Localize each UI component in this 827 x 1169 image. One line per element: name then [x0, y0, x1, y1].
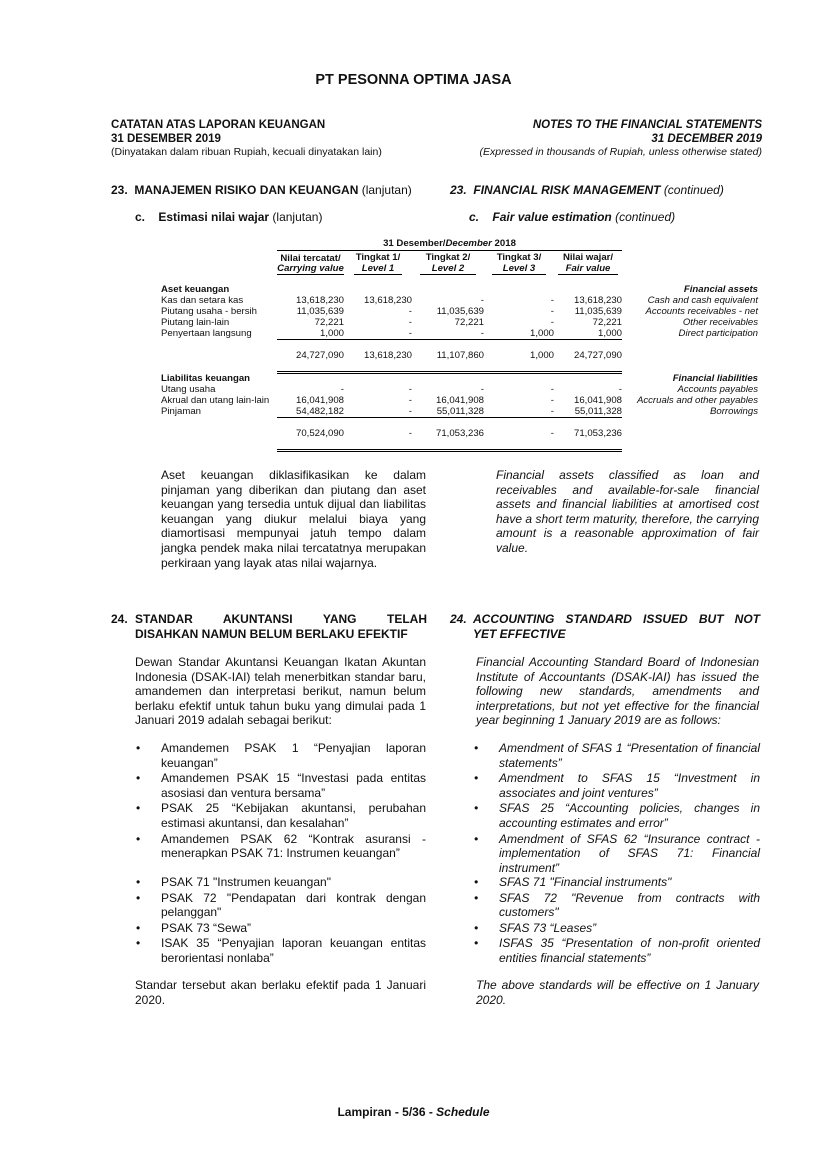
section-number: 24.: [111, 612, 128, 626]
table-row: Pinjaman 54,482,182 - 55,011,328 - 55,011,328 Borrowings: [161, 405, 758, 417]
fair-value-table: [161, 238, 758, 452]
table-row: Penyertaan langsung 1,000 - - 1,000 1,000 Direct participation: [161, 328, 758, 340]
list-item: • Amendment of SFAS 62 “Insurance contract - implementation of SFAS 71: Financial instrument”: [474, 832, 760, 876]
column-header-level-3: Tingkat 3/ Level 3: [484, 251, 554, 276]
list-item: • PSAK 72 "Pendapatan dari kontrak dengan pelanggan": [136, 891, 426, 920]
liabilities-total-row: 70,524,090 - 71,053,236 - 71,053,236: [161, 417, 758, 450]
liabilities-heading: Liabilitas keuangan: [161, 372, 251, 384]
list-item: • Amendment to SFAS 15 “Investment in associates and joint ventures”: [474, 771, 760, 800]
assets-heading-en: Financial assets: [683, 284, 758, 295]
section-23-heading-left: [111, 183, 412, 197]
fair-value-table-wrapper: [161, 238, 758, 452]
section-24-closing-left: Standar tersebut akan berlaku efektif pada 1 Januari 2020.: [135, 978, 426, 1007]
subsection-letter: c.: [135, 210, 146, 224]
subsection-title: Fair value estimation: [492, 210, 612, 224]
list-item: • SFAS 25 “Accounting policies, changes in accounting estimates and error”: [474, 801, 760, 830]
subsection-continued: (lanjutan): [272, 210, 323, 224]
bullet-list-right-a: [474, 741, 760, 876]
company-name: PT PESONNA OPTIMA JASA: [315, 72, 512, 88]
list-item: • PSAK 73 “Sewa”: [136, 921, 426, 936]
section-continued: (continued): [663, 183, 724, 197]
header-right-note: (Expressed in thousands of Rupiah, unless otherwise stated): [479, 146, 762, 158]
list-item: • PSAK 71 "Instrumen keuangan": [136, 875, 426, 890]
bullet-list-left-a: [136, 741, 426, 862]
period-en: December: [445, 238, 492, 249]
table-row: Akrual dan utang lain-lain 16,041,908 - 16,041,908 - 16,041,908 Accruals and other payables: [161, 394, 758, 406]
section-23-heading-right: [450, 183, 724, 197]
section-title-line-1: ACCOUNTING STANDARD ISSUED BUT NOT: [473, 612, 760, 626]
list-item: • SFAS 72 "Revenue from contracts with customers": [474, 891, 760, 920]
section-title: MANAJEMEN RISIKO DAN KEUANGAN: [134, 183, 359, 197]
list-item: • Amandemen PSAK 15 “Investasi pada entitas asosiasi dan ventura bersama”: [136, 771, 426, 800]
list-item: • Amendment of SFAS 1 “Presentation of financial statements”: [474, 741, 760, 770]
footer-label: Lampiran - 5/36 -: [337, 1105, 437, 1119]
section-number: 23.: [450, 183, 467, 197]
period-year: 2018: [491, 238, 516, 249]
subsection-c-right: [469, 210, 675, 224]
list-item: • SFAS 73 “Leases”: [474, 921, 760, 936]
subsection-letter: c.: [469, 210, 480, 224]
bullet-list-right-b: [474, 875, 760, 967]
table-row: Kas dan setara kas 13,618,230 13,618,230 - - 13,618,230 Cash and cash equivalent: [161, 295, 758, 306]
footer-schedule: Schedule: [436, 1105, 490, 1119]
column-header-level-2: Tingkat 2/ Level 2: [412, 251, 484, 276]
period-id: 31 Desember/: [383, 238, 446, 249]
page-footer: [0, 1105, 827, 1119]
subsection-title: Estimasi nilai wajar: [158, 210, 270, 224]
list-item: • Amandemen PSAK 1 “Penyajian laporan keuangan”: [136, 741, 426, 770]
assets-heading: Aset keuangan: [161, 284, 230, 295]
section-24-closing-right: The above standards will be effective on 1 January 2020.: [476, 978, 759, 1007]
header-right-date: 31 DECEMBER 2019: [651, 132, 762, 145]
list-item: • ISAK 35 “Penyajian laporan keuangan entitas berorientasi nonlaba”: [136, 936, 426, 965]
section-title-line-2: DISAHKAN NAMUN BELUM BERLAKU EFEKTIF: [135, 627, 408, 641]
header-right-title: NOTES TO THE FINANCIAL STATEMENTS: [532, 119, 762, 131]
table-row: Piutang lain-lain 72,221 - 72,221 - 72,221 Other receivables: [161, 317, 758, 328]
column-header-level-1: Tingkat 1/ Level 1: [355, 252, 401, 274]
subsection-c-left: [135, 210, 322, 224]
table-row: Utang usaha - - - - - Accounts payables: [161, 383, 758, 395]
section-24-intro-right: Financial Accounting Standard Board of Indonesian Institute of Accountants (DSAK-IAI) has issued the following new standards, amendments and interpretations, but not yet effective for the financial year beginning 1 January 2019 are as follows:: [476, 655, 759, 728]
section-number: 24.: [450, 612, 467, 626]
list-item: • ISFAS 35 “Presentation of non-profit oriented entities financial statements”: [474, 936, 760, 965]
list-item: • Amandemen PSAK 62 “Kontrak asuransi - menerapkan PSAK 71: Instrumen keuangan”: [136, 832, 426, 861]
list-item: • PSAK 25 “Kebijakan akuntansi, perubahan estimasi akuntansi, dan kesalahan”: [136, 801, 426, 830]
section-24-heading-right: [450, 612, 760, 642]
table-row: Piutang usaha - bersih 11,035,639 - 11,035,639 - 11,035,639 Accounts receivables - net: [161, 306, 758, 317]
section-number: 23.: [111, 183, 128, 197]
header-left-title: CATATAN ATAS LAPORAN KEUANGAN: [111, 119, 326, 131]
header-left-note: (Dinyatakan dalam ribuan Rupiah, kecuali dinyatakan lain): [111, 146, 382, 158]
paragraph-assets-right: Financial assets classified as loan and receivables and available-for-sale financial assets and financial liabilities at amortised cost have a short term maturity, therefore, the carrying amount is a reasonable approximation of fair value.: [496, 468, 759, 555]
section-24-heading-left: [111, 612, 427, 642]
header-left: [111, 119, 441, 160]
list-item: • SFAS 71 "Financial instruments": [474, 875, 760, 890]
section-24-intro-left: Dewan Standar Akuntansi Keuangan Ikatan Akuntan Indonesia (DSAK-IAI) telah menerbitkan standar baru, amandemen dan interpretasi berikut, namun belum berlaku efektif untuk tahun buku yang dimulai pada 1 Januari 2019 adalah sebagai berikut:: [135, 655, 426, 728]
column-header-fair-value: Nilai wajar/ Fair value: [554, 251, 622, 276]
table-period-header: [277, 238, 622, 251]
section-title: FINANCIAL RISK MANAGEMENT: [473, 183, 661, 197]
liabilities-heading-en: Financial liabilities: [672, 372, 758, 384]
header-right: [430, 119, 762, 160]
header-left-date: 31 DESEMBER 2019: [111, 132, 221, 145]
assets-total-row: 24,727,090 13,618,230 11,107,860 1,000 24,727,090: [161, 340, 758, 373]
bullet-list-left-b: [136, 875, 426, 967]
section-title-line-1: STANDAR AKUNTANSI YANG TELAH: [135, 612, 427, 626]
section-continued: (lanjutan): [361, 183, 412, 197]
paragraph-assets-left: Aset keuangan diklasifikasikan ke dalam pinjaman yang diberikan dan piutang dan aset keuangan yang tersedia untuk dijual dan liabilitas keuangan yang diukur melalui biaya yang diamortisasi mempunyai jatuh tempo dalam jangka pendek maka nilai tercatatnya merupakan perkiraan yang layak atas nilai wajarnya.: [161, 468, 426, 570]
subsection-continued: (continued): [615, 210, 676, 224]
section-title-line-2: YET EFFECTIVE: [473, 627, 566, 641]
column-header-carrying-value: Nilai tercatat/ Carrying value: [277, 253, 344, 274]
